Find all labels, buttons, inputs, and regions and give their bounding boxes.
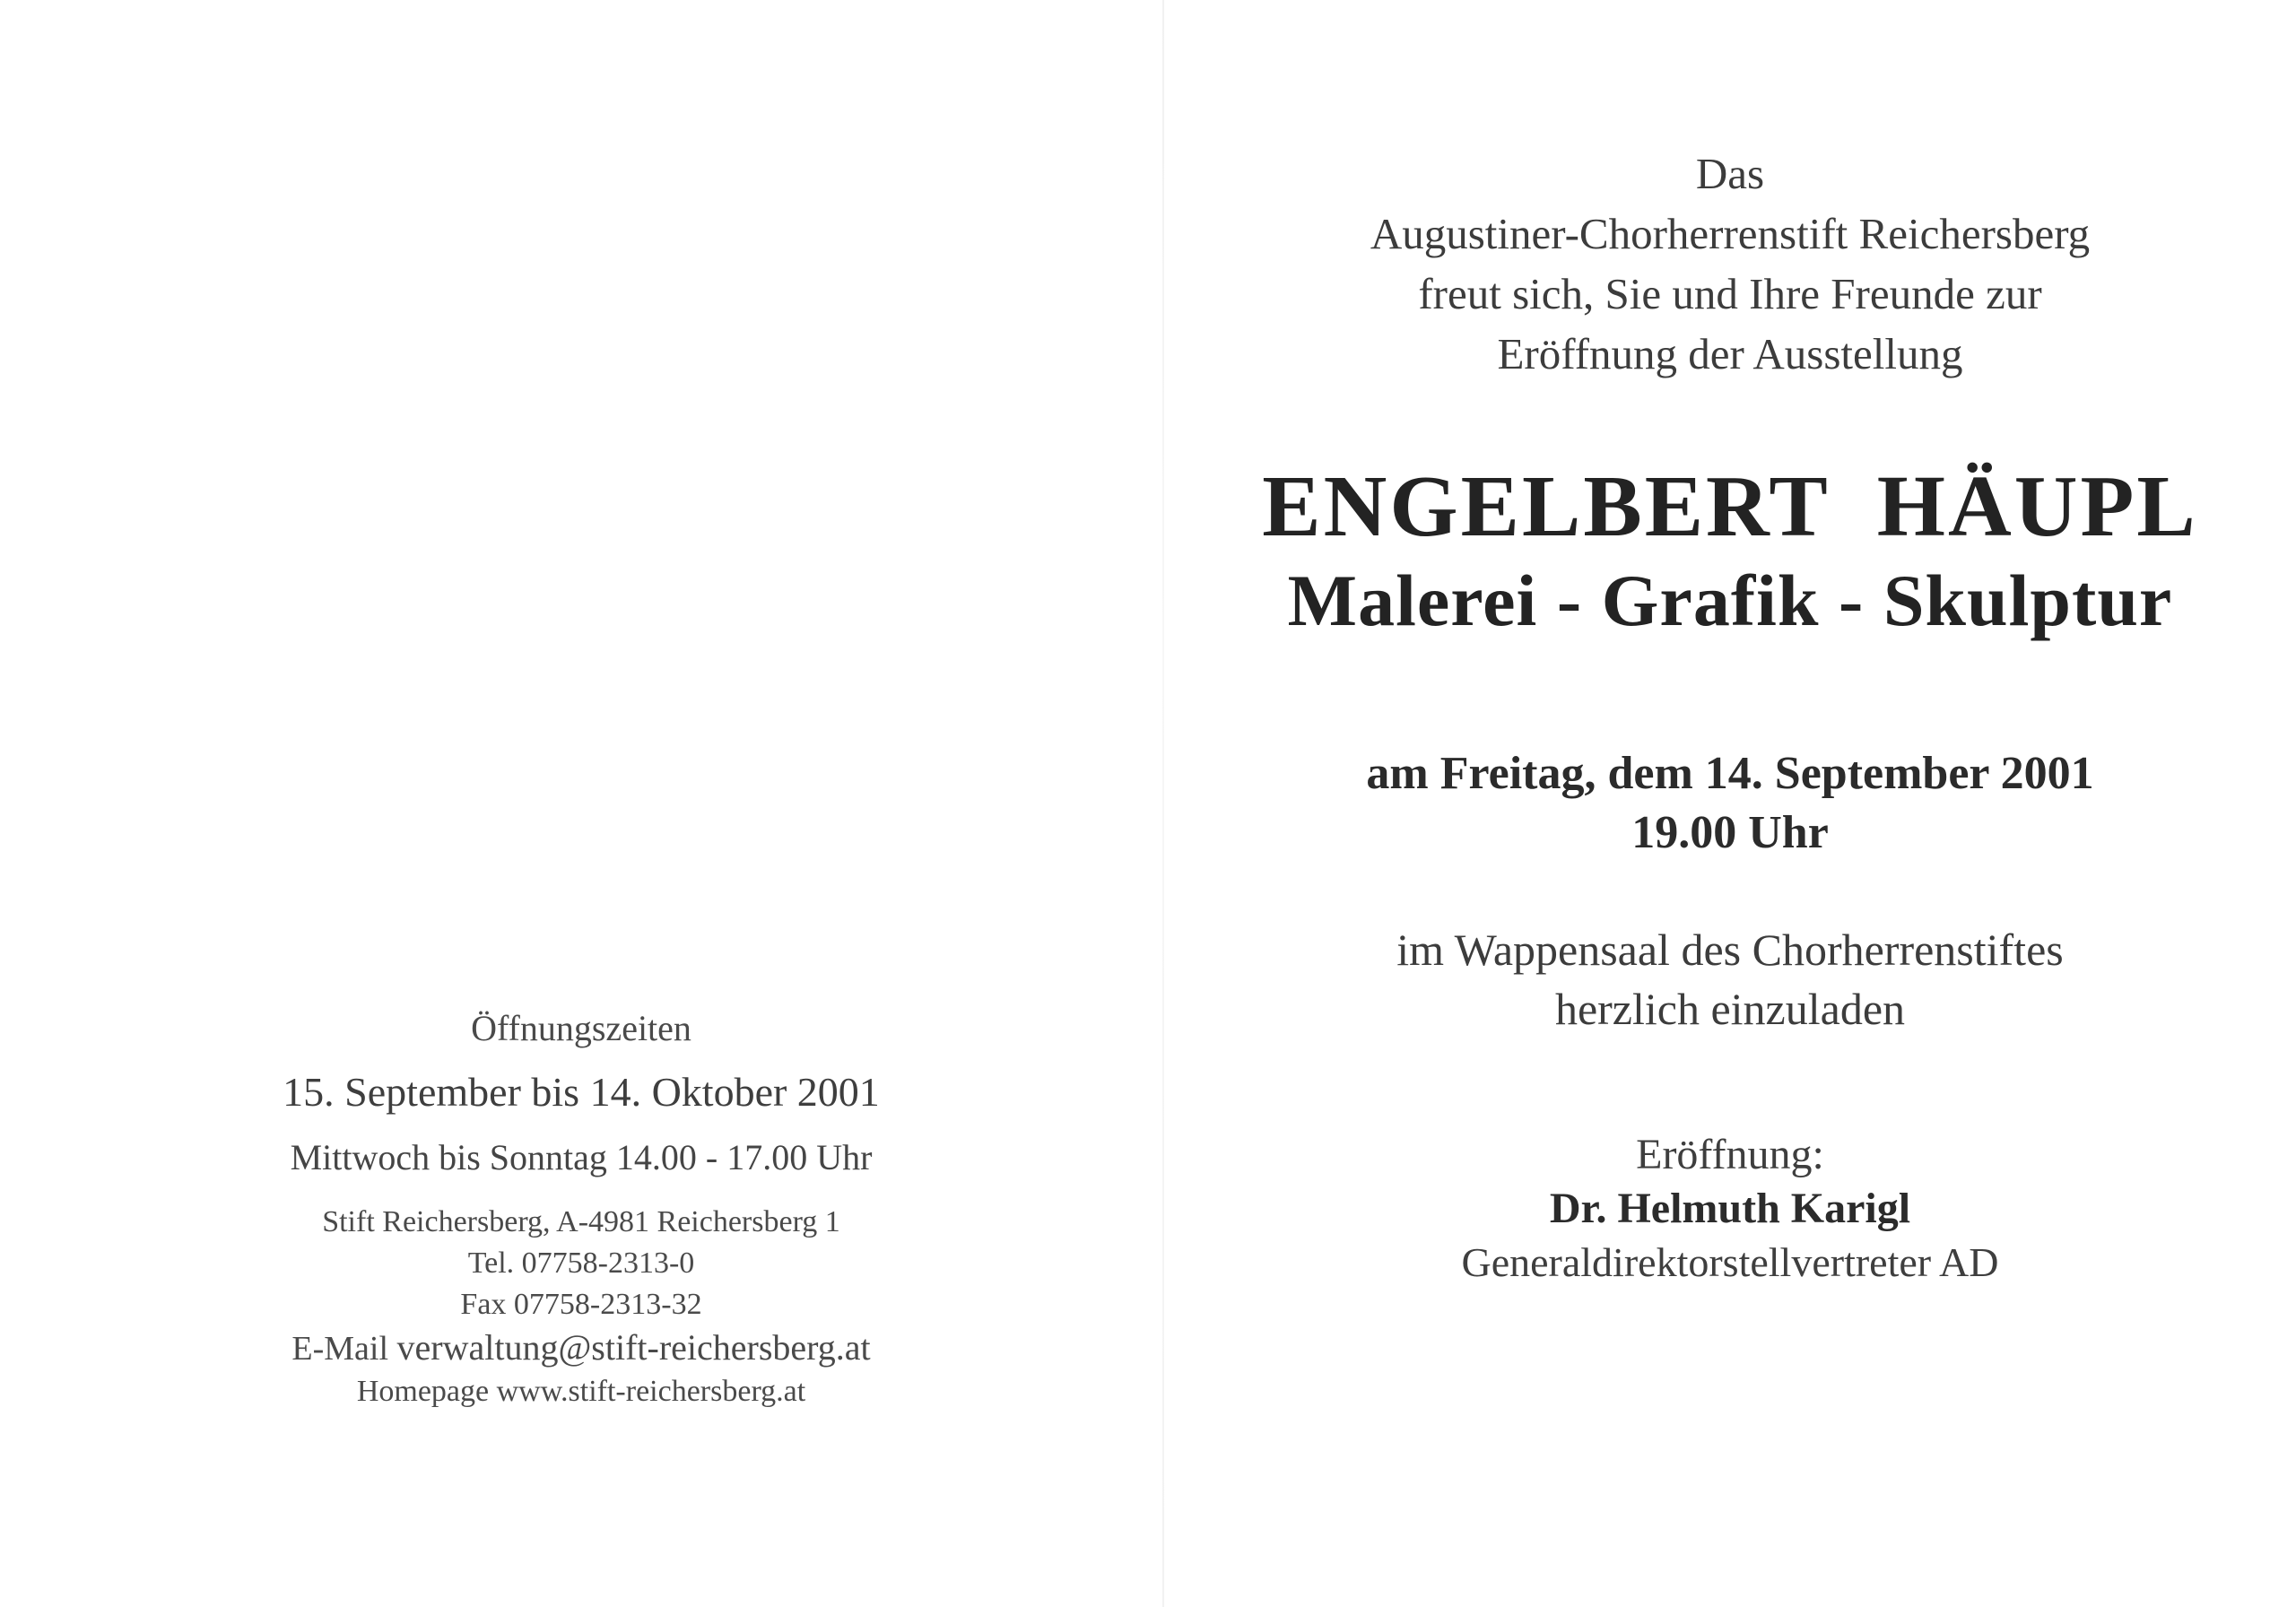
event-time: 19.00 Uhr <box>1631 807 1829 858</box>
contact-fax: Fax 07758-2313-32 <box>460 1288 702 1321</box>
venue-line-2: herzlich einzuladen <box>1554 984 1906 1034</box>
left-panel-opening-hours <box>0 1004 1162 1412</box>
venue-line-1: im Wappensaal des Chorherrenstiftes <box>1396 925 2064 975</box>
exhibition-disciplines: Malerei - Grafik - Skulptur <box>1287 560 2173 641</box>
intro-line-3: freut sich, Sie und Ihre Freunde zur <box>1418 269 2042 318</box>
venue-block <box>1164 920 2296 1038</box>
intro-line-1: Das <box>1695 149 1765 198</box>
opening-speaker-block <box>1164 1128 2296 1290</box>
intro-line-4: Eröffnung der Ausstellung <box>1497 329 1963 378</box>
contact-telephone: Tel. 07758-2313-0 <box>467 1247 695 1280</box>
speaker-role: Generaldirektorstellvertreter AD <box>1461 1239 1999 1285</box>
exhibition-dates: 15. September bis 14. Oktober 2001 <box>283 1069 880 1115</box>
opening-speaker: Dr. Helmuth Karigl <box>1549 1185 1911 1232</box>
opening-days-times: Mittwoch bis Sonntag 14.00 - 17.00 Uhr <box>290 1137 873 1177</box>
contact-homepage: Homepage www.stift-reichersberg.at <box>356 1375 806 1408</box>
event-date-block <box>1164 744 2296 863</box>
email-address: verwaltung@stift-reichersberg.at <box>396 1327 871 1368</box>
right-panel-invitation <box>1164 143 2296 1290</box>
contact-block <box>0 1202 1162 1412</box>
intro-line-2: Augustiner-Chorherrenstift Reichersberg <box>1370 209 2091 258</box>
contact-email-line <box>0 1325 1162 1371</box>
opening-hours-heading: Öffnungszeiten <box>471 1008 691 1048</box>
artist-last-name: HÄUPL <box>1876 458 2198 555</box>
opening-label: Eröffnung: <box>1636 1131 1824 1178</box>
email-label: E-Mail <box>291 1330 388 1368</box>
contact-address: Stift Reichersberg, A-4981 Reichersberg 1 <box>322 1205 840 1238</box>
invitation-intro <box>1164 143 2296 384</box>
artist-first-name: ENGELBERT <box>1262 458 1831 555</box>
event-date: am Freitag, dem 14. September 2001 <box>1366 748 2094 799</box>
artist-name <box>1164 457 2296 556</box>
